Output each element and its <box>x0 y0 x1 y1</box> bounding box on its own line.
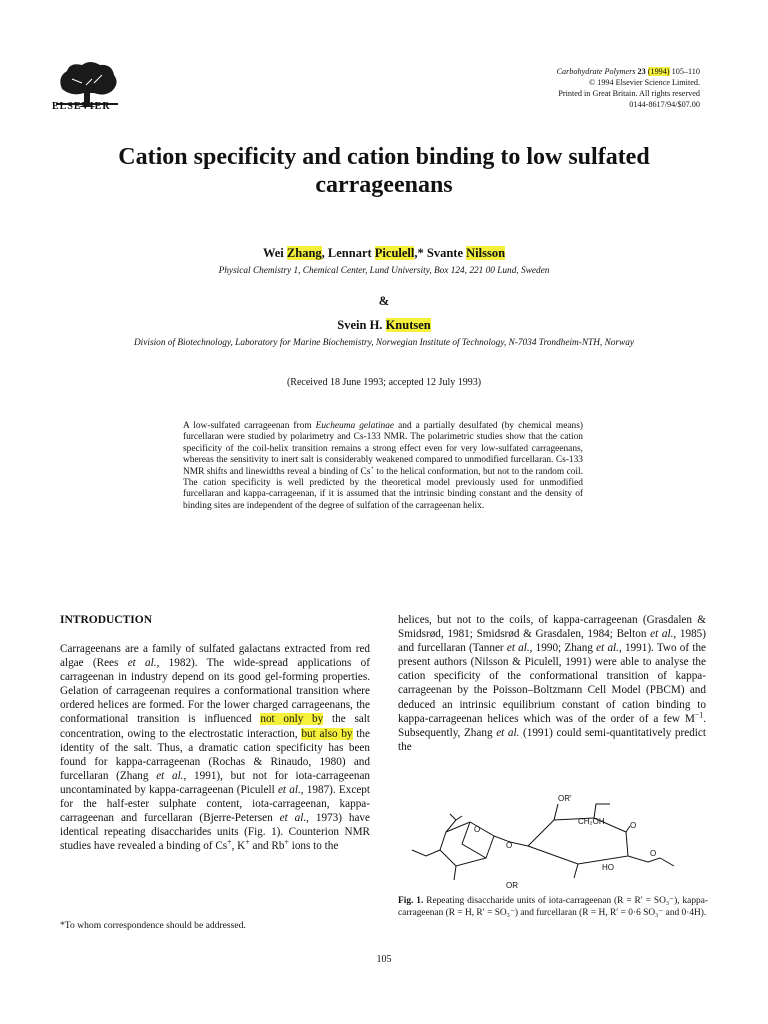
label-ch2oh: CH₂OH <box>578 817 605 826</box>
abstract-text: A low-sulfated carrageenan from <box>183 421 316 431</box>
author-first-name: ,* Svante <box>414 246 467 260</box>
author-nilsson: Nilsson <box>466 246 506 260</box>
body-text: and Rb <box>249 840 285 853</box>
journal-name: Carbohydrate Polymers <box>556 67 636 76</box>
et-al: et al. <box>156 769 184 782</box>
body-text: the identity of the salt. Thus, a dramatic cation specificity has been found for kappa-carrageenan (Rochas & Rinaudo, 1980) and furcellaran (Zhang <box>60 727 370 782</box>
highlight: not only by <box>260 713 324 726</box>
et-al: et al. <box>127 657 157 670</box>
body-text: the salt concentration, owing to the electrostatic interaction, <box>60 713 370 740</box>
label-glycosidic-oxygen: O <box>506 841 513 850</box>
author-zhang: Zhang <box>286 246 322 260</box>
label-or-prime: OR' <box>558 794 572 803</box>
disaccharide-structure-figure <box>398 792 708 892</box>
page-number: 105 <box>376 954 392 965</box>
publisher-name: ELSEVIER <box>52 101 111 112</box>
et-al: et al. <box>596 642 619 655</box>
body-text: helices, but not to the coils, of kappa-carrageenan (Grasdalen & Smidsrød, 1981; Smidsrød & Grasdalen, 1984; Belton <box>398 614 706 641</box>
authors-line-1 <box>0 246 768 261</box>
et-al: et al. <box>279 812 307 825</box>
author-knutsen: Knutsen <box>385 318 431 332</box>
body-text: , K <box>231 840 246 853</box>
journal-year: (1994) <box>647 67 670 76</box>
abstract-text: and a partially desulfated (by chemical means) furcellaran were studied by polarimetry and Cs-133 NMR. The polarimetric studies show that the cation specificity of the coil-helix transition remains a strong effect even for very low-sulfated carrageenans, whereas the sensitivity to inert salt is considerably weakened compared to unmodified furcellaran. Cs-133 NMR shifts and linewidths reveal a binding of Cs <box>183 421 583 477</box>
body-text: , 1991). Two of the present authors (Nilsson & Piculell, 1991) were able to analyse the cation specificity of the conformational transition of kappa-carrageenan by the Poisson–Boltzmann Cell Model (PBCM) and deduced an intrinsic equilibrium constant of cation binding to kappa-carrageenan helices which was of the order of a few <box>398 642 707 725</box>
label-or: OR <box>506 881 518 890</box>
received-dates: (Received 18 June 1993; accepted 12 July 1993) <box>286 377 482 388</box>
body-text: Carrageenans are a family of sulfated galactans extracted from red algae (Rees <box>60 643 370 670</box>
et-al: et al. <box>496 726 520 739</box>
et-al: et al. <box>506 642 530 655</box>
body-text: , 1990; Zhang <box>529 642 597 655</box>
superscript: −1 <box>694 709 704 719</box>
superscript: + <box>370 464 375 472</box>
label-ring-oxygen: O <box>474 825 481 834</box>
label-glycosidic-oxygen: O <box>650 849 657 858</box>
copyright: © 1994 Elsevier Science Limited. <box>588 78 700 87</box>
et-al: et al. <box>650 628 674 641</box>
journal-code: 0144-8617/94/$07.00 <box>629 100 700 109</box>
body-column-right <box>398 613 706 754</box>
ampersand: & <box>378 294 390 308</box>
printed-note: Printed in Great Britain. All rights reserved <box>558 89 700 98</box>
body-text: , 1973) have identical repeating disaccharides units (Fig. 1). Counterion NMR studies have revealed a binding of Cs <box>60 812 370 853</box>
affiliation-1: Physical Chemistry 1, Chemical Center, Lund University, Box 124, 221 00 Lund, Sweden <box>218 266 550 276</box>
section-heading-introduction: INTRODUCTION <box>60 614 153 626</box>
abstract <box>183 421 583 512</box>
highlight: but also by <box>301 727 353 740</box>
right-ring <box>510 804 674 878</box>
superscript: + <box>245 837 250 847</box>
superscript: + <box>227 837 232 847</box>
species-name: Eucheuma gelatinae <box>315 421 395 431</box>
label-ho: HO <box>602 863 614 872</box>
body-text: (1991) could semi-quantitatively predict the <box>398 726 706 753</box>
journal-pages: 105–110 <box>671 67 700 76</box>
unit: M <box>684 712 695 725</box>
body-text: , 1991), but not for iota-carrageenan uncontaminated by kappa-carrageenan (Piculell <box>60 769 371 796</box>
body-text: . Subsequently, Zhang <box>398 712 706 739</box>
author-first-name: Wei <box>262 246 287 260</box>
authors-line-2 <box>0 318 768 333</box>
caption-text: Repeating disaccharide units of iota-carrageenan (R = R′ = SO₃⁻), kappa-carrageenan (R = H, R′ = SO₃⁻) and furcellaran (R = H, R′ = 0·6 SO₃⁻ and 0·4H). <box>398 896 708 918</box>
abstract-text: to the helical conformation, but not to the random coil. The cation specificity is well predicted by the theoretical model previously used for unmodified furcellaran and kappa-carrageenan, if it is assumed that the intrinsic binding constant and the density of binding sites are independent of the degree of sulfation of the carrageenan helix. <box>183 466 583 511</box>
author-first-name: , Lennart <box>321 246 375 260</box>
body-text: , 1987). Except for the half-ester sulphate content, iota-carrageenan, kappa-carrageenan and furcellaran (Bjerre-Petersen <box>60 783 370 825</box>
body-text: , 1982). The wide-spread applications of carrageenan in industry depend on its good gel-forming properties. Gelation of carrageenan requires a conformational transition where ordered helices are formed. For the lower charged carrageenans, the conformational transition is influenced <box>60 657 370 726</box>
author-piculell: Piculell <box>374 246 415 260</box>
journal-header <box>400 66 700 110</box>
et-al: et al. <box>277 783 301 796</box>
body-text: ions to the <box>288 840 339 853</box>
caption-label: Fig. 1. <box>398 896 424 906</box>
figure-caption <box>398 896 708 920</box>
left-ring <box>412 814 513 880</box>
journal-volume: 23 <box>637 67 646 76</box>
label-ring-oxygen: O <box>630 821 637 830</box>
footnote: *To whom correspondence should be addressed. <box>60 920 246 931</box>
author-first-name: Svein H. <box>337 318 386 332</box>
affiliation-2: Division of Biotechnology, Laboratory for Marine Biochemistry, Norwegian Institute of Technology, N-7034 Trondheim-NTH, Norway <box>133 338 635 348</box>
body-column-left <box>60 642 370 853</box>
paper-title: Cation specificity and cation binding to low sulfated carrageenans <box>118 144 650 198</box>
body-text: , 1985) and furcellaran (Tanner <box>398 628 707 655</box>
superscript: + <box>284 837 289 847</box>
